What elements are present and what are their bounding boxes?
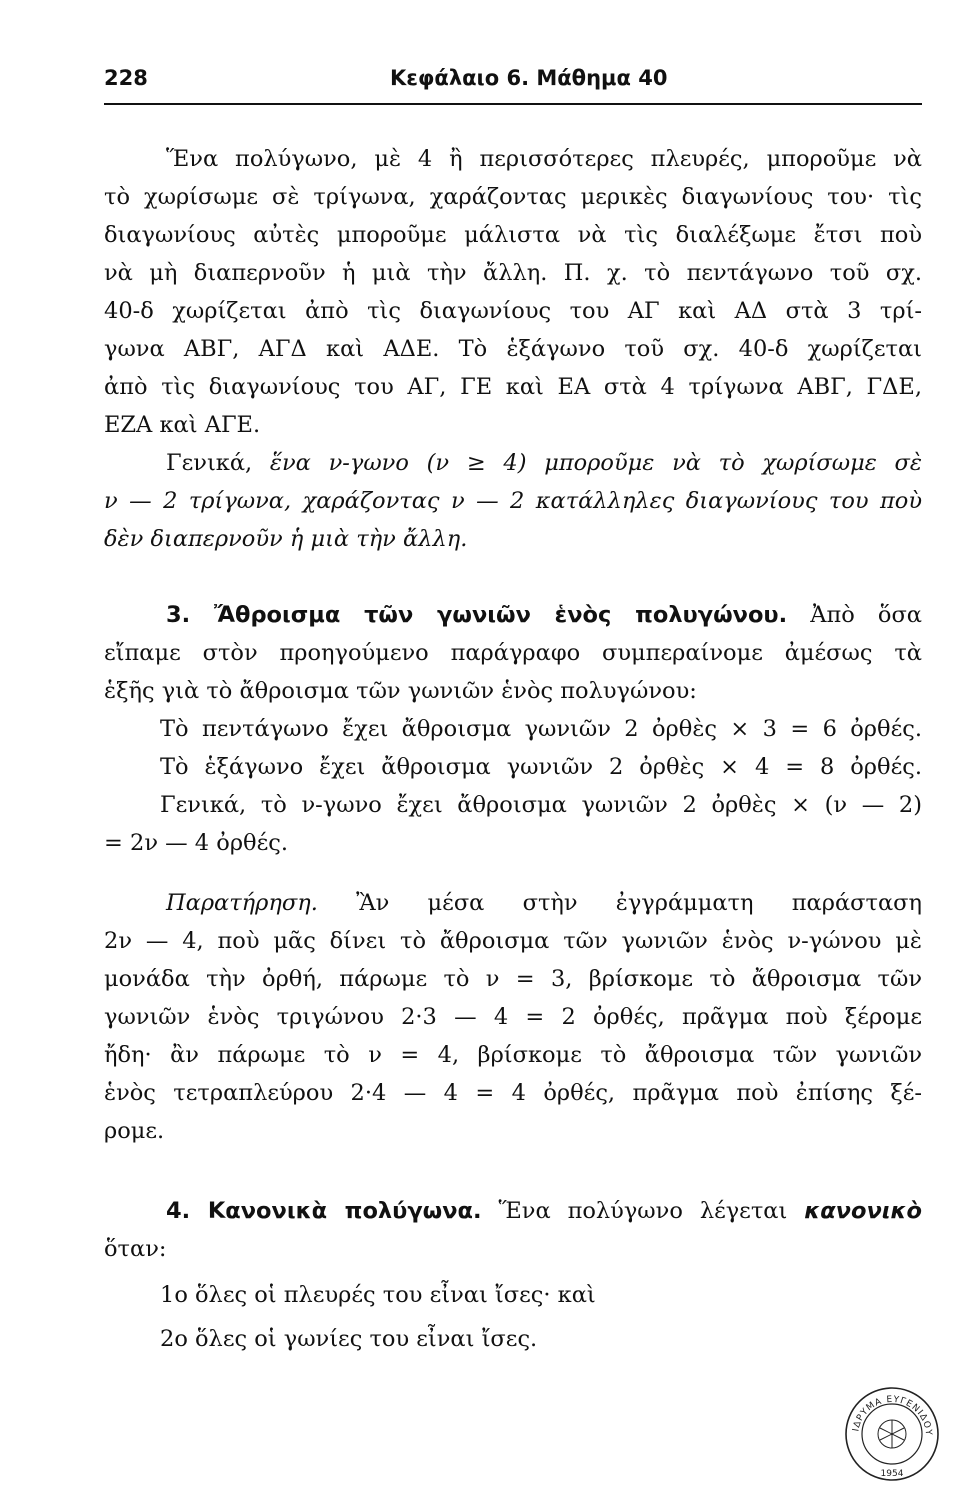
- formula-line: = 2ν — 4 ὀρθές.: [104, 830, 288, 856]
- text-line: διαγωνίους αὐτὲς μποροῦμε μάλιστα νὰ τὶς διαλέξωμε ἔτσι ποὺ: [104, 222, 922, 248]
- text-line: 40-δ χωρίζεται ἀπὸ τὶς διαγωνίους του ΑΓ καὶ ΑΔ στὰ 3 τρί-: [104, 298, 922, 324]
- section-3-line: [166, 600, 922, 631]
- remark-label: Παρατήρηση.: [166, 890, 318, 916]
- section-3-heading: 3. Ἄθροισμα τῶν γωνιῶν ἑνὸς πολυγώνου.: [166, 602, 788, 628]
- formula-line: Γενικά, τὸ ν-γωνο ἔχει ἄθροισμα γωνιῶν 2 ὀρθὲς × (ν — 2): [160, 792, 922, 818]
- text-line: ἑξῆς γιὰ τὸ ἄθροισμα τῶν γωνιῶν ἑνὸς πολυγώνου:: [104, 678, 697, 704]
- text-line: Ἕνα πολύγωνο, μὲ 4 ἢ περισσότερες πλευρές, μποροῦμε νὰ: [166, 146, 922, 172]
- text-line: εἴπαμε στὸν προηγούμενο παράγραφο συμπεραίνομε ἀμέσως τὰ: [104, 640, 922, 666]
- text-line: μονάδα τὴν ὀρθή, πάρωμε τὸ ν = 3, βρίσκομε τὸ ἄθροισμα τῶν: [104, 966, 922, 992]
- header-rule: [104, 103, 922, 105]
- text-run: Ἕνα πολύγωνο λέγεται: [481, 1198, 805, 1224]
- section-4-line: [166, 1196, 922, 1227]
- page-number: 228: [104, 66, 148, 90]
- list-item: 1ο ὅλες οἱ πλευρές του εἶναι ἴσες· καὶ: [160, 1282, 596, 1308]
- general-statement: ἕνα ν-γωνο (ν ≥ 4) μποροῦμε νὰ τὸ χωρίσωμε σὲ: [269, 450, 922, 476]
- text-line: ἤδη· ἂν πάρωμε τὸ ν = 4, βρίσκομε τὸ ἄθροισμα τῶν γωνιῶν: [104, 1042, 922, 1068]
- stamp-emblem: [878, 1420, 906, 1448]
- text-run: Ἀπὸ ὅσα: [787, 602, 922, 628]
- text-line: ὅταν:: [104, 1236, 167, 1262]
- text-line: ν — 2 τρίγωνα, χαράζοντας ν — 2 κατάλληλες διαγωνίους του ποὺ: [104, 488, 922, 514]
- chapter-title: Κεφάλαιο 6. Μάθημα 40: [390, 66, 668, 90]
- text-line: ἀπὸ τὶς διαγωνίους του ΑΓ, ΓΕ καὶ ΕΑ στὰ 4 τρίγωνα ΑΒΓ, ΓΔΕ,: [104, 374, 922, 400]
- formula-line: Τὸ ἑξάγωνο ἔχει ἄθροισμα γωνιῶν 2 ὀρθὲς × 4 = 8 ὀρθές.: [160, 754, 922, 780]
- text-line: δὲν διαπερνοῦν ἡ μιὰ τὴν ἄλλη.: [104, 526, 468, 552]
- text-line: 2ν — 4, ποὺ μᾶς δίνει τὸ ἄθροισμα τῶν γωνιῶν ἑνὸς ν-γώνου μὲ: [104, 928, 922, 954]
- running-header: [104, 66, 909, 106]
- stamp-year: 1954: [880, 1469, 904, 1479]
- text-line: ἑνὸς τετραπλεύρου 2·4 — 4 = 4 ὀρθές, πρᾶγμα ποὺ ἐπίσης ξέ-: [104, 1080, 922, 1106]
- formula-line: Τὸ πεντάγωνο ἔχει ἄθροισμα γωνιῶν 2 ὀρθὲς × 3 = 6 ὀρθές.: [160, 716, 922, 742]
- foundation-stamp: [842, 1384, 942, 1484]
- defined-term: κανονικὸ: [804, 1198, 922, 1224]
- text-line: τὸ χωρίσωμε σὲ τρίγωνα, χαράζοντας μερικὲς διαγωνίους του· τὶς: [104, 184, 922, 210]
- list-item: 2ο ὅλες οἱ γωνίες του εἶναι ἴσες.: [160, 1326, 538, 1352]
- stamp-text: ΙΔΡΥΜΑ ΕΥΓΕΝΙΔΟΥ: [851, 1394, 934, 1437]
- text-line: γωνα ΑΒΓ, ΑΓΔ καὶ ΑΔΕ. Τὸ ἑξάγωνο τοῦ σχ. 40-δ χωρίζεται: [104, 336, 922, 362]
- general-statement-line: [166, 448, 922, 479]
- text-line: νὰ μὴ διαπερνοῦν ἡ μιὰ τὴν ἄλλη. Π. χ. τὸ πεντάγωνο τοῦ σχ.: [104, 260, 922, 286]
- text-line: ΕΖΑ καὶ ΑΓΕ.: [104, 412, 261, 438]
- text-line: γωνιῶν ἑνὸς τριγώνου 2·3 — 4 = 2 ὀρθές, πρᾶγμα ποὺ ξέρομε: [104, 1004, 922, 1030]
- text-run: Ἂν μέσα στὴν ἐγγράμματη παράσταση: [317, 890, 922, 916]
- section-4-heading: 4. Κανονικὰ πολύγωνα.: [166, 1198, 482, 1224]
- general-lead: Γενικά,: [166, 450, 270, 476]
- text-line: ρομε.: [104, 1118, 165, 1144]
- remark-line: [166, 888, 922, 919]
